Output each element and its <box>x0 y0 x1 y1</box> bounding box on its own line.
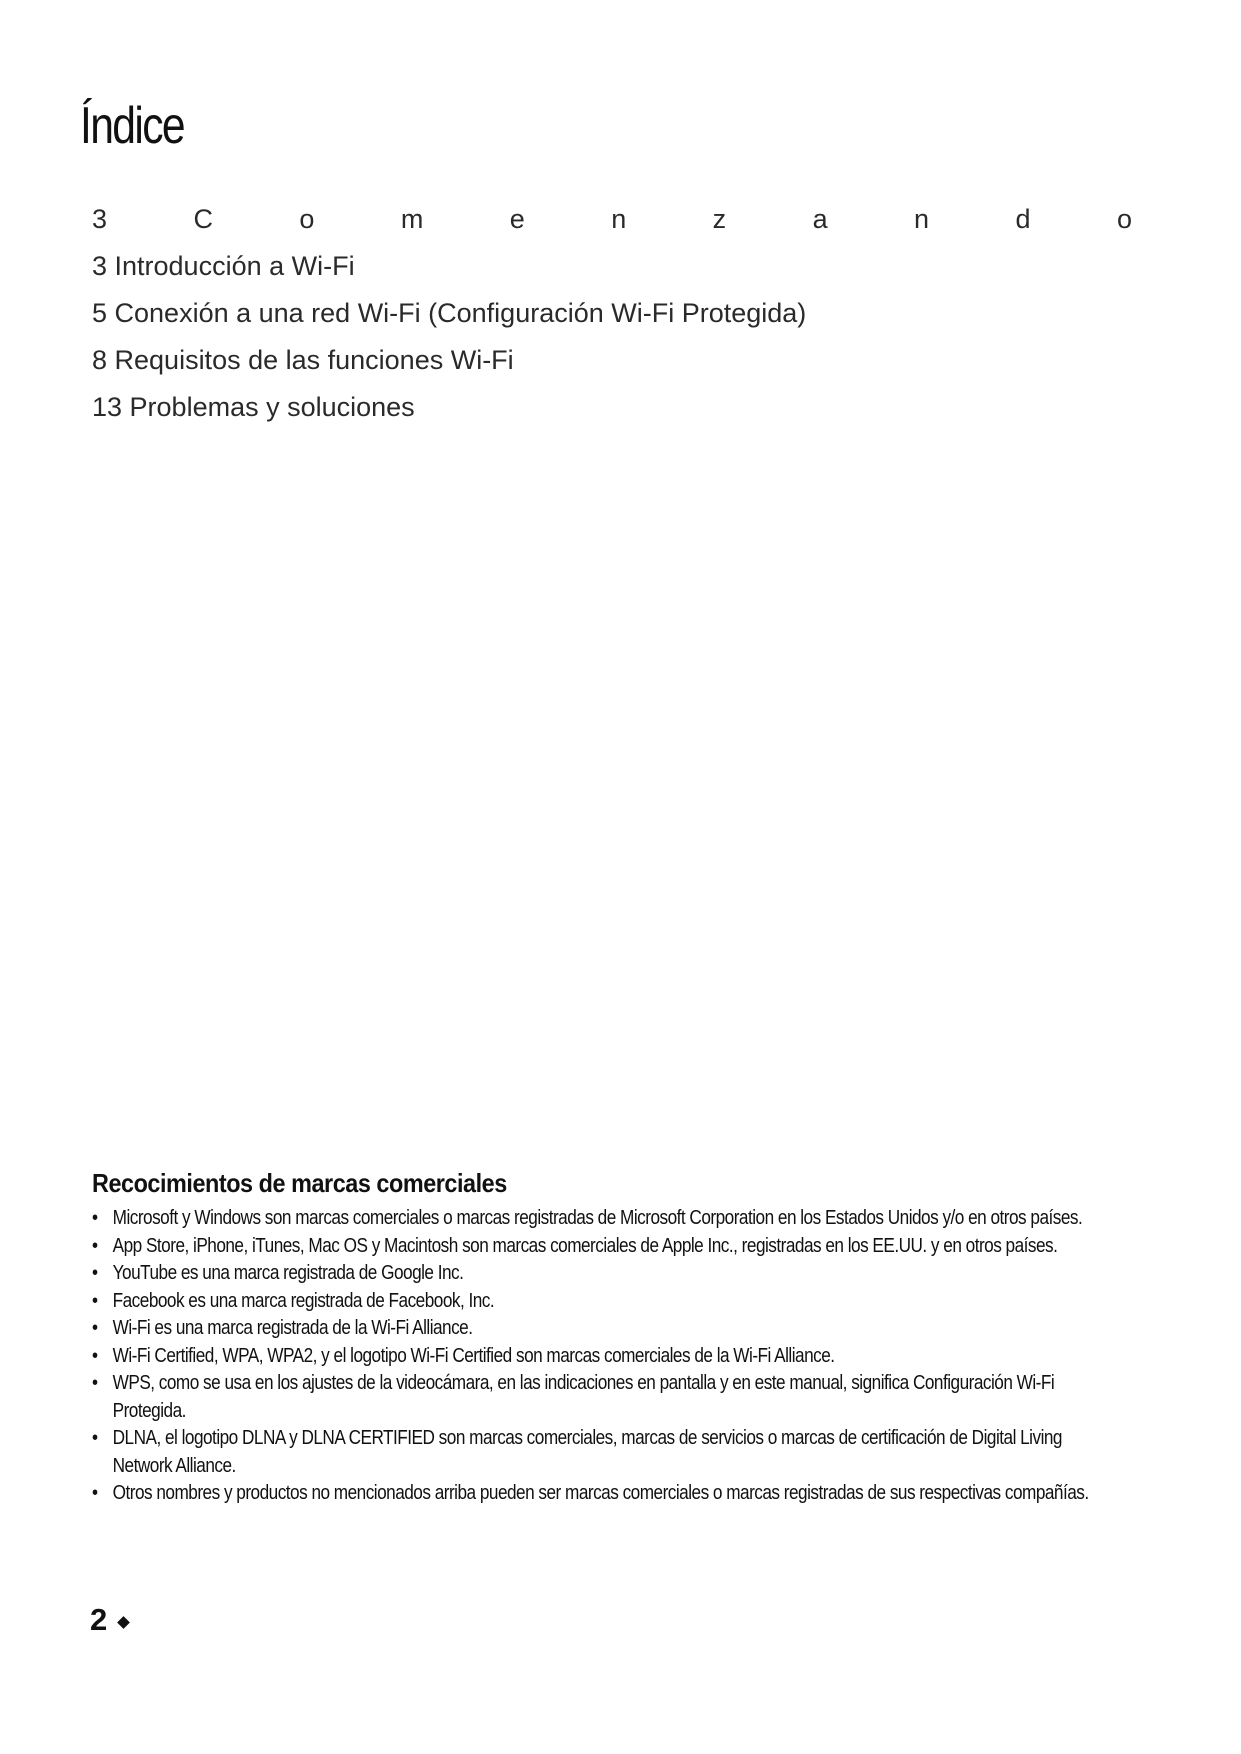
toc-item-comenzando[interactable] <box>92 196 1132 243</box>
toc-item-problemas-soluciones[interactable]: 13 Problemas y soluciones <box>92 392 415 422</box>
trademark-text: Facebook es una marca registrada de Facebook, Inc. <box>112 1289 495 1312</box>
toc-char: n <box>914 204 930 234</box>
toc-char: a <box>812 204 828 234</box>
trademarks-list <box>92 1205 1092 1508</box>
toc-char: m <box>400 204 424 234</box>
trademark-text: Otros nombres y productos no mencionados arriba pueden ser marcas comerciales o marcas registradas de sus respectivas compañías. <box>112 1482 1089 1504</box>
trademark-item <box>92 1425 1110 1480</box>
toc-char: o <box>299 204 315 234</box>
page-number-value: 2 <box>90 1602 108 1637</box>
trademark-text: Microsoft y Windows son marcas comerciales o marcas registradas de Microsoft Corporation en los Estados Unidos y/o en otros países. <box>112 1207 1083 1229</box>
trademark-text: YouTube es una marca registrada de Google Inc. <box>112 1262 464 1284</box>
bullet-icon: • <box>92 1427 98 1449</box>
diamond-icon <box>117 1616 130 1629</box>
bullet-icon: • <box>92 1234 98 1257</box>
page-number <box>90 1602 128 1638</box>
trademark-item <box>92 1288 1110 1316</box>
toc-char: d <box>1015 204 1031 234</box>
trademark-text: Wi-Fi es una marca registrada de la Wi-Fi Alliance. <box>112 1317 473 1339</box>
bullet-icon: • <box>92 1207 98 1229</box>
table-of-contents <box>92 196 1132 431</box>
toc-item-conexion-red-wifi[interactable]: 5 Conexión a una red Wi-Fi (Configuración Wi-Fi Protegida) <box>92 298 807 328</box>
toc-char: 3 <box>92 204 108 234</box>
trademark-text: WPS, como se usa en los ajustes de la videocámara, en las indicaciones en pantalla y en este manual, significa Configuración Wi-Fi Protegida. <box>112 1372 1055 1422</box>
toc-item-requisitos-wifi[interactable]: 8 Requisitos de las funciones Wi-Fi <box>92 345 514 375</box>
trademark-item <box>92 1370 1110 1425</box>
toc-char: o <box>1116 204 1132 234</box>
trademark-text: App Store, iPhone, iTunes, Mac OS y Macintosh son marcas comerciales de Apple Inc., registradas en los EE.UU. y en otros países. <box>112 1234 1058 1257</box>
bullet-icon: • <box>92 1372 98 1394</box>
bullet-icon: • <box>92 1289 98 1312</box>
toc-char: z <box>712 204 727 234</box>
bullet-icon: • <box>92 1317 98 1339</box>
trademarks-heading: Recocimientos de marcas comerciales <box>92 1168 507 1198</box>
page-title: Índice <box>80 97 184 155</box>
trademark-item <box>92 1260 1110 1288</box>
trademark-item <box>92 1315 1110 1343</box>
toc-item-introduccion-wifi[interactable]: 3 Introducción a Wi-Fi <box>92 251 355 281</box>
trademark-item <box>92 1233 1110 1261</box>
bullet-icon: • <box>92 1344 98 1367</box>
trademark-item <box>92 1205 1110 1233</box>
trademark-text: Wi-Fi Certified, WPA, WPA2, y el logotipo Wi-Fi Certified son marcas comerciales de la Wi-Fi Alliance. <box>112 1344 835 1367</box>
toc-char: n <box>611 204 627 234</box>
bullet-icon: • <box>92 1482 98 1504</box>
bullet-icon: • <box>92 1262 98 1284</box>
trademark-item <box>92 1480 1110 1508</box>
trademarks-section <box>92 1168 1092 1508</box>
trademark-text: DLNA, el logotipo DLNA y DLNA CERTIFIED son marcas comerciales, marcas de servicios o marcas de certificación de Digital Living Network Alliance. <box>112 1427 1062 1477</box>
trademark-item <box>92 1343 1110 1371</box>
toc-char: e <box>509 204 525 234</box>
toc-char: C <box>193 204 213 234</box>
